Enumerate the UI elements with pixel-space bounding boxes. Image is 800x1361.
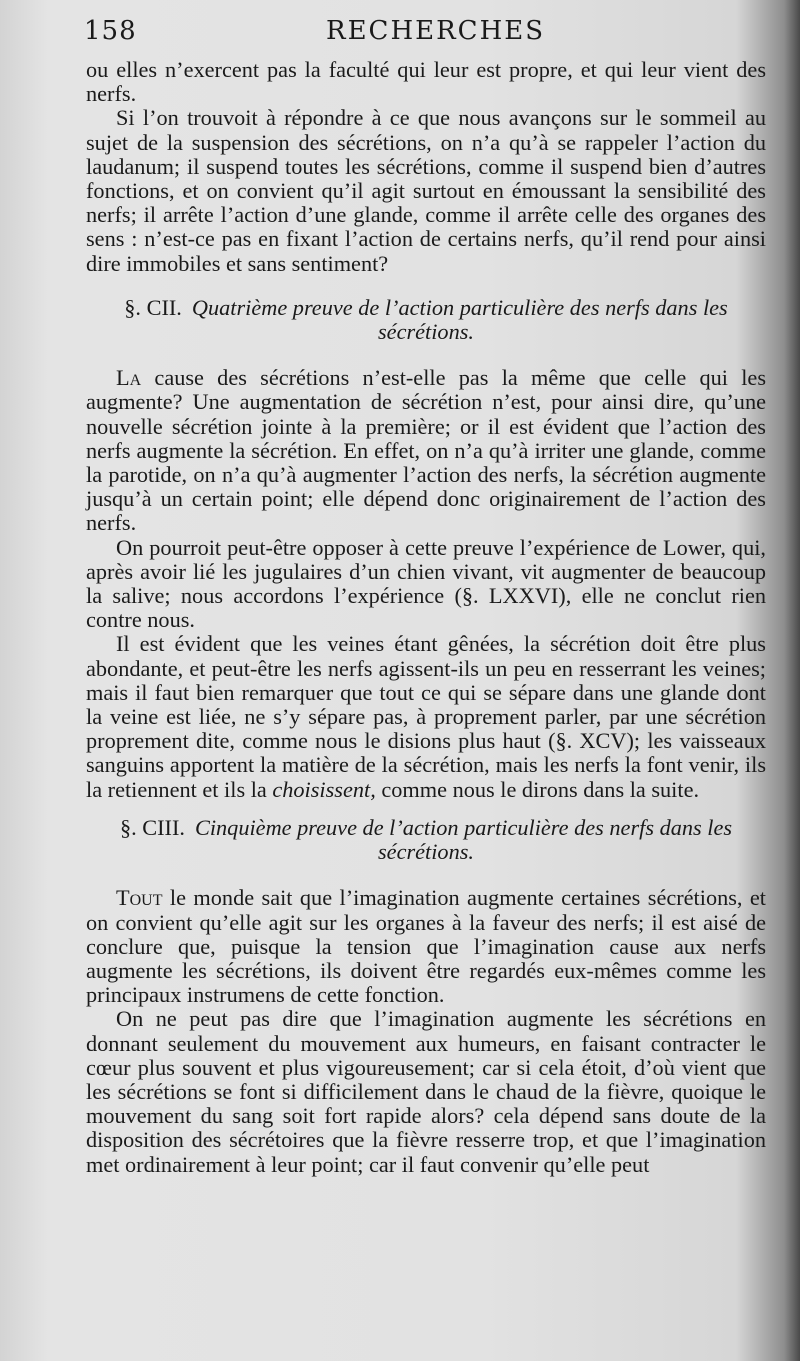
section-number: §. CIII. (119, 814, 185, 840)
lead-in-word: La (116, 365, 142, 391)
paragraph-text: le monde sait que l’imagination augmente certaines sécrétions, et on convient qu’elle agit sur les organes à la faveur des nerfs; il est aisé de conclure que, puisque la tension que l’imagination cause aux nerfs augmente les sécrétions, ils doivent être regardés eux-mêmes comme les principaux instrumens de cette fonction. (86, 885, 766, 1008)
emphasis: choisissent, (272, 776, 376, 802)
running-head: RECHERCHES (326, 16, 546, 46)
paragraph-veines (86, 632, 766, 801)
section-heading-ciii (86, 816, 766, 864)
section-title: Cinquième preuve de l’action particulière des nerfs dans les sécrétions. (194, 814, 733, 865)
paragraph-continuation: ou elles n’exercent pas la faculté qui leur est propre, et qui leur vient des nerfs. (86, 57, 766, 107)
paragraph-text: comme nous le dirons dans la suite. (375, 776, 700, 802)
lead-in-word: Tout (116, 885, 163, 911)
paragraph-lower: On pourroit peut-être opposer à cette preuve l’expérience de Lower, qui, après avoir lié les jugulaires d’un chien vivant, vit augmenter de beaucoup la salive; nous accordons l’expérience (§. LXXVI), elle ne conclut rien contre nous. (86, 534, 766, 633)
page-body (86, 58, 766, 1177)
section-number: §. CII. (124, 294, 182, 320)
paragraph-cause (86, 366, 766, 535)
paragraph-text: Il est évident que les veines étant gênées, la sécrétion doit être plus abondante, et peut-être les nerfs agissent-ils un peu en resserrant les veines; mais il faut bien remarquer que tout ce qui se sépare dans une glande dont la veine est liée, ne s’y sépare pas, à proprement parler, par une sécrétion proprement dite, comme nous le disions plus haut (§. XCV); les vaisseaux sanguins apportent la matière de la sécrétion, mais les nerfs la font venir, ils la retiennent et ils la (86, 631, 766, 802)
section-title: Quatrième preuve de l’action particulière des nerfs dans les sécrétions. (191, 294, 728, 345)
paragraph-imagination (86, 886, 766, 1007)
paragraph-laudanum: Si l’on trouvoit à répondre à ce que nous avançons sur le sommeil au sujet de la suspension des sécrétions, on n’a qu’à se rappeler l’action du laudanum; il suspend toutes les sécrétions, comme il suspend bien d’autres fonctions, et on convient qu’il agit surtout en émoussant la sensibilité des nerfs; il arrête l’action d’une glande, comme il arrête celle des organes des sens : n’est-ce pas en fixant l’action de certains nerfs, qu’il rend pour ainsi dire immobiles et sans sentiment? (86, 105, 766, 276)
page-header (84, 16, 760, 56)
page-number: 158 (84, 16, 137, 46)
paragraph-text: cause des sécrétions n’est-elle pas la même que celle qui les augmente? Une augmentation de sécrétion n’est, pour ainsi dire, qu’une nouvelle sécrétion jointe à la première; or il est évident que l’action des nerfs augmente la sécrétion. En effet, on n’a qu’à irriter une glande, comme la parotide, on n’a qu’à augmenter l’action des nerfs, la sécrétion augmente jusqu’à un certain point; elle dépend donc originairement de l’action des nerfs. (86, 365, 766, 536)
section-heading-cii (86, 296, 766, 344)
paragraph-fievre: On ne peut pas dire que l’imagination augmente les sécrétions en donnant seulement du mouvement aux humeurs, en faisant contracter le cœur plus souvent et plus vigoureusement; car si cela étoit, d’où vient que les sécrétions se font si difficilement dans le chaud de la fièvre, quoique le mouvement du sang soit fort rapide alors? cela dépend sans doute de la disposition des sécrétoires que la fièvre resserre trop, et que l’imagination met ordinairement à leur point; car il faut convenir qu’elle peut (86, 1006, 766, 1177)
